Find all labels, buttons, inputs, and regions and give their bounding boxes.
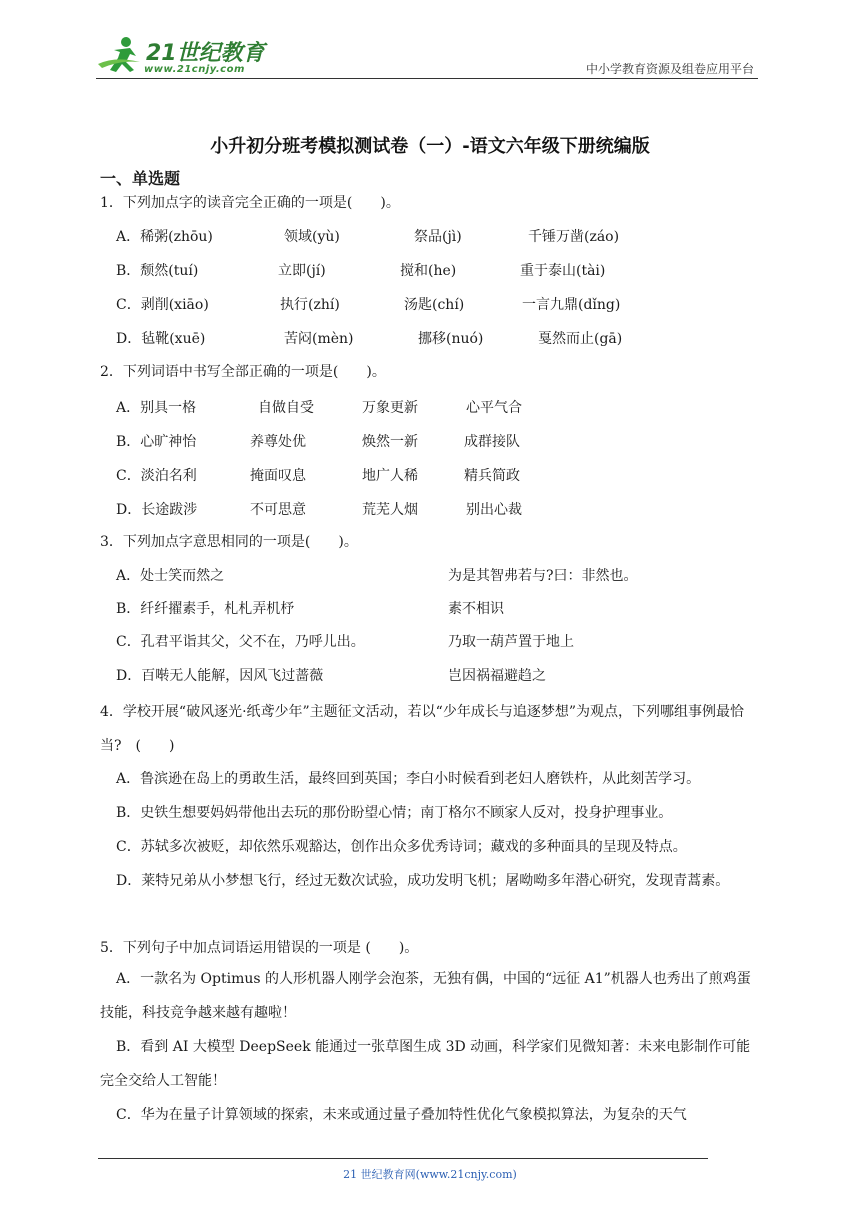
q2-option-a-1: A．别具一格 xyxy=(116,400,197,416)
q2-option-b-4: 成群接队 xyxy=(464,434,520,450)
q2-option-c-1: C．淡泊名利 xyxy=(116,468,197,484)
q1-option-b-3: 搅和(he) xyxy=(400,263,457,279)
header-divider xyxy=(96,78,758,79)
q1-option-c-3: 汤匙(chí) xyxy=(404,297,465,313)
q4-option-b: B．史铁生想要妈妈带他出去玩的那份盼望心情；南丁格尔不顾家人反对，投身护理事业。 xyxy=(116,805,673,821)
q1-option-c-1: C．剥削(xiāo) xyxy=(116,297,209,313)
q2-option-a-3: 万象更新 xyxy=(362,400,418,416)
logo-text: 21世纪教育 xyxy=(146,41,265,66)
q3-option-d-1: D．百啭无人能解，因风飞过蔷薇 xyxy=(116,668,324,684)
q1-option-a-2: 领域(yù) xyxy=(284,229,340,245)
page-header xyxy=(96,30,758,80)
q2-option-d-4: 别出心裁 xyxy=(466,502,522,518)
question-1-stem: 1．下列加点字的读音完全正确的一项是( )。 xyxy=(100,195,400,211)
q3-option-a-1: A．处士笑而然之 xyxy=(116,568,225,584)
q1-option-b-4: 重于泰山(tài) xyxy=(520,263,606,279)
question-3-stem: 3．下列加点字意思相同的一项是( )。 xyxy=(100,534,358,550)
q2-option-c-3: 地广人稀 xyxy=(362,468,418,484)
q1-option-d-3: 挪移(nuó) xyxy=(418,331,484,347)
q1-option-d-4: 戛然而止(gā) xyxy=(538,331,623,347)
q1-option-c-4: 一言九鼎(dǐng) xyxy=(522,297,621,313)
question-2-stem: 2．下列词语中书写全部正确的一项是( )。 xyxy=(100,364,386,380)
question-4-stem: 4．学校开展“破风逐光·纸鸢少年”主题征文活动，若以“少年成长与追逐梦想”为观点，下列哪组事例最恰当? ( ) xyxy=(100,704,744,754)
platform-name: 中小学教育资源及组卷应用平台 xyxy=(585,62,754,76)
q2-option-a-4: 心平气合 xyxy=(466,400,522,416)
q5-option-b: B．看到 AI 大模型 DeepSeek 能通过一张草图生成 3D 动画，科学家们见微知著：未来电影制作可能完全交给人工智能！ xyxy=(100,1039,751,1089)
q3-option-c-1: C．孔君平诣其父，父不在，乃呼儿出。 xyxy=(116,634,365,650)
q3-option-b-1: B．纤纤擢素手，札札弄机杼 xyxy=(116,601,295,617)
q1-option-a-1: A．稀粥(zhōu) xyxy=(116,229,213,245)
section-heading: 一、单选题 xyxy=(100,169,181,188)
footer-divider xyxy=(98,1158,708,1159)
q2-option-a-2: 自做自受 xyxy=(258,400,314,416)
q4-option-d: D．莱特兄弟从小梦想飞行，经过无数次试验，成功发明飞机；屠呦呦多年潜心研究，发现青蒿素。 xyxy=(116,873,730,889)
q2-option-b-2: 养尊处优 xyxy=(250,434,306,450)
q2-option-d-3: 荒芜人烟 xyxy=(362,502,418,518)
q3-option-d-2: 岂因祸福避趋之 xyxy=(448,668,546,684)
q2-option-d-1: D．长途跋涉 xyxy=(116,502,198,518)
q3-option-a-2: 为是其智弗若与?曰：非然也。 xyxy=(448,568,638,584)
q1-option-a-3: 祭品(jì) xyxy=(414,229,462,245)
q5-option-a: A．一款名为 Optimus 的人形机器人刚学会泡茶，无独有偶，中国的“远征 A1”机器人也秀出了煎鸡蛋技能，科技竞争越来越有趣啦！ xyxy=(100,971,751,1021)
q1-option-b-1: B．颓然(tuí) xyxy=(116,263,199,279)
logo-url: www.21cnjy.com xyxy=(144,64,245,75)
q2-option-b-3: 焕然一新 xyxy=(362,434,418,450)
q1-option-c-2: 执行(zhí) xyxy=(280,297,340,313)
q4-option-c: C．苏轼多次被贬，却依然乐观豁达，创作出众多优秀诗词；藏戏的多种面具的呈现及特点。 xyxy=(116,839,687,855)
q2-option-d-2: 不可思意 xyxy=(250,502,306,518)
q4-option-a: A．鲁滨逊在岛上的勇敢生活，最终回到英国；李白小时候看到老妇人磨铁杵，从此刻苦学习。 xyxy=(116,771,701,787)
page-title: 小升初分班考模拟测试卷（一）-语文六年级下册统编版 xyxy=(210,136,650,157)
page-footer: 21 世纪教育网(www.21cnjy.com) xyxy=(343,1168,517,1181)
q2-option-b-1: B．心旷神怡 xyxy=(116,434,197,450)
runner-logo-icon xyxy=(96,34,146,78)
q3-option-b-2: 素不相识 xyxy=(448,601,504,617)
q1-option-d-1: D．毡靴(xuē) xyxy=(116,331,206,347)
question-5-stem: 5．下列句子中加点词语运用错误的一项是 ( )。 xyxy=(100,940,419,956)
logo xyxy=(96,34,286,78)
q2-option-c-2: 掩面叹息 xyxy=(250,468,306,484)
q1-option-a-4: 千锤万凿(záo) xyxy=(528,229,620,245)
q1-option-b-2: 立即(jí) xyxy=(278,263,326,279)
q2-option-c-4: 精兵简政 xyxy=(464,468,520,484)
q5-option-c: C．华为在量子计算领域的探索，未来或通过量子叠加特性优化气象模拟算法，为复杂的天气 xyxy=(116,1107,687,1123)
q1-option-d-2: 苦闷(mèn) xyxy=(284,331,354,347)
q3-option-c-2: 乃取一葫芦置于地上 xyxy=(448,634,574,650)
